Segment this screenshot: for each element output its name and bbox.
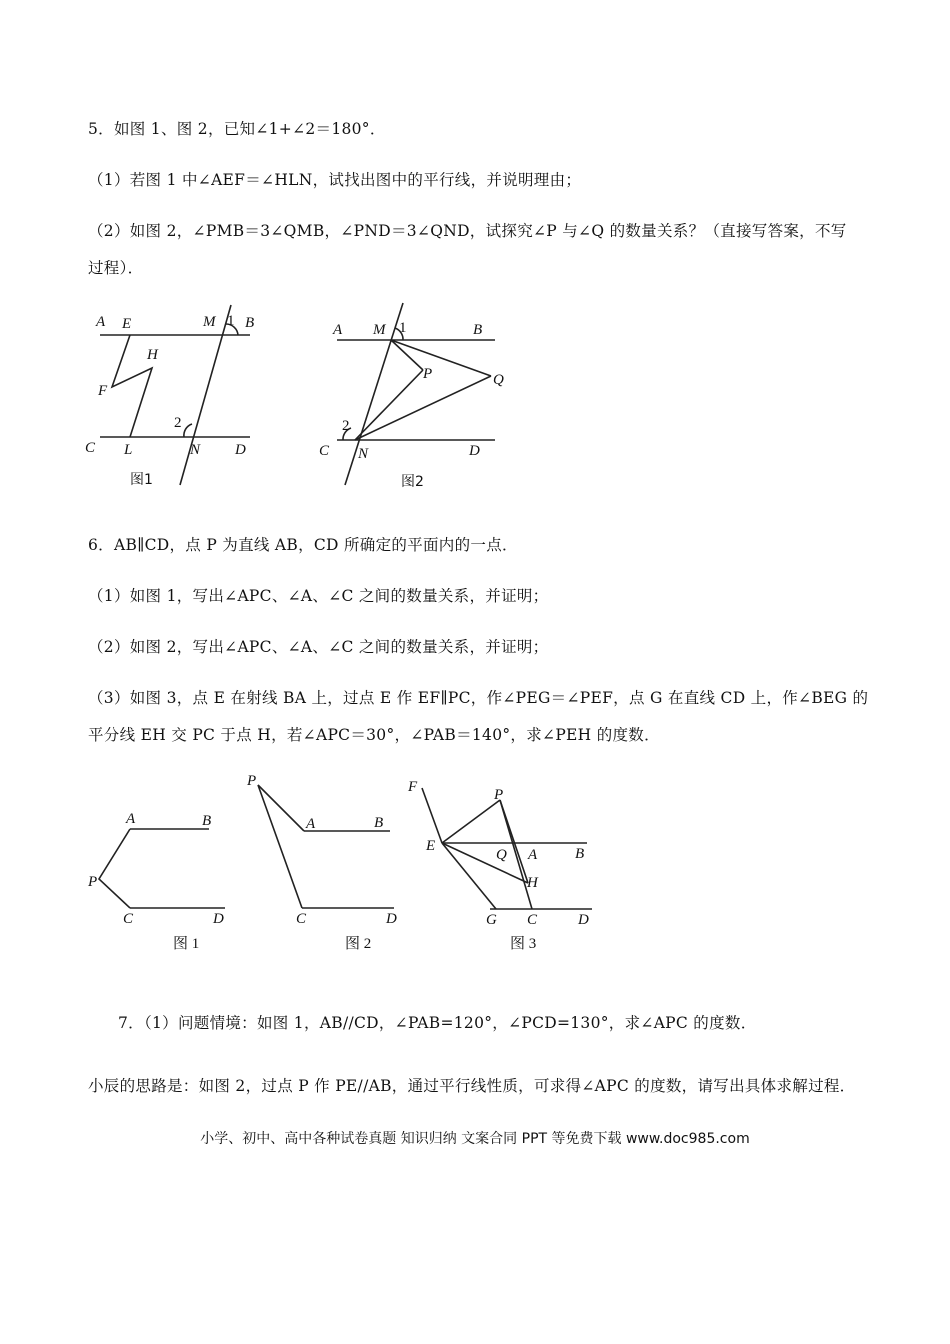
q5-f1-label-h: H — [147, 347, 158, 363]
q5-f1-label-e: E — [122, 316, 132, 332]
q5-f1-label-n: N — [190, 442, 201, 458]
q7-stem: 7．（1）问题情境：如图 1，AB//CD，∠PAB=120°，∠PCD=130°，求∠APC 的度数． — [118, 1014, 757, 1032]
q5-figure-2 — [315, 298, 535, 496]
q6-stem: 6．AB∥CD，点 P 为直线 AB，CD 所确定的平面内的一点． — [88, 536, 518, 554]
q7-part1: 小辰的思路是：如图 2，过点 P 作 PE//AB，通过平行线性质，可求得∠APC 的度数，请写出具体求解过程． — [88, 1077, 856, 1095]
q6-f2-caption: 图 2 — [345, 936, 372, 952]
q5-f1-label-c: C — [85, 440, 96, 456]
q6-f2-label-a: A — [306, 816, 316, 832]
q6-f2-label-b: B — [374, 815, 384, 831]
q6-figure-1 — [85, 805, 235, 955]
q5-f1-label-d: D — [235, 442, 246, 458]
q6-f1-label-c: C — [123, 911, 134, 927]
q5-f2-label-d: D — [469, 443, 480, 459]
q6-f3-label-e: E — [426, 838, 436, 854]
q6-f3-label-q: Q — [496, 847, 507, 863]
q6-f3-label-p: P — [494, 787, 504, 803]
q5-f1-label-m: M — [203, 314, 216, 330]
q6-figure-3 — [402, 770, 602, 956]
q5-f1-label-f: F — [98, 383, 108, 399]
q5-f1-label-1: 1 — [227, 313, 235, 329]
page-footer: 小学、初中、高中各种试卷真题 知识归纳 文案合同 PPT 等免费下载 www.doc985.com — [200, 1131, 750, 1147]
q5-part2-line2: 过程）． — [88, 259, 144, 277]
q6-f3-label-c: C — [527, 912, 538, 928]
q5-f1-caption: 图1 — [130, 472, 153, 488]
q6-part1: （1）如图 1，写出∠APC、∠A、∠C 之间的数量关系，并证明； — [88, 587, 549, 605]
q6-f3-label-a: A — [528, 847, 538, 863]
q6-f2-label-p: P — [247, 773, 257, 789]
q6-f1-caption: 图 1 — [173, 936, 200, 952]
q5-f2-label-2: 2 — [342, 418, 350, 434]
q6-f2-label-d: D — [386, 911, 397, 927]
q5-f1-label-a: A — [96, 314, 106, 330]
q6-f3-caption: 图 3 — [510, 936, 537, 952]
q5-part1: （1）若图 1 中∠AEF＝∠HLN，试找出图中的平行线，并说明理由； — [88, 171, 582, 189]
q6-part3-line2: 平分线 EH 交 PC 于点 H，若∠APC＝30°，∠PAB＝140°，求∠PEH 的度数． — [88, 726, 660, 744]
q6-figure-2 — [242, 765, 412, 955]
q5-f2-label-b: B — [473, 322, 483, 338]
q6-part2: （2）如图 2，写出∠APC、∠A、∠C 之间的数量关系，并证明； — [88, 638, 549, 656]
q5-f1-label-l: L — [124, 442, 133, 458]
q5-f2-label-c: C — [319, 443, 330, 459]
q5-f2-label-a: A — [333, 322, 343, 338]
q5-f2-label-p: P — [423, 366, 433, 382]
q5-part2-line1: （2）如图 2，∠PMB＝3∠QMB，∠PND＝3∠QND，试探究∠P 与∠Q 的数量关系？（直接写答案，不写 — [88, 222, 847, 240]
q6-f1-label-a: A — [126, 811, 136, 827]
q5-f2-label-m: M — [373, 322, 386, 338]
q5-f2-caption: 图2 — [401, 474, 424, 490]
q5-f1-label-b: B — [245, 315, 255, 331]
q6-part3-line1: （3）如图 3，点 E 在射线 BA 上，过点 E 作 EF∥PC，作∠PEG＝∠PEF，点 G 在直线 CD 上，作∠BEG 的 — [88, 689, 869, 707]
q5-stem: 5．如图 1、图 2，已知∠1+∠2＝180°． — [88, 120, 386, 138]
q6-f1-label-b: B — [202, 813, 212, 829]
q6-f3-label-d: D — [578, 912, 589, 928]
q6-f1-label-p: P — [88, 874, 98, 890]
q5-f2-label-q: Q — [493, 372, 504, 388]
q6-f3-label-h: H — [527, 875, 538, 891]
q6-f3-label-g: G — [486, 912, 497, 928]
q6-f3-label-b: B — [575, 846, 585, 862]
q6-f1-label-d: D — [213, 911, 224, 927]
q6-f2-label-c: C — [296, 911, 307, 927]
q5-f1-label-2: 2 — [174, 415, 182, 431]
q6-f3-label-f: F — [408, 779, 418, 795]
q5-f2-label-n: N — [358, 446, 369, 462]
q5-f2-label-1: 1 — [399, 320, 407, 336]
q5-figure-1 — [80, 300, 270, 495]
